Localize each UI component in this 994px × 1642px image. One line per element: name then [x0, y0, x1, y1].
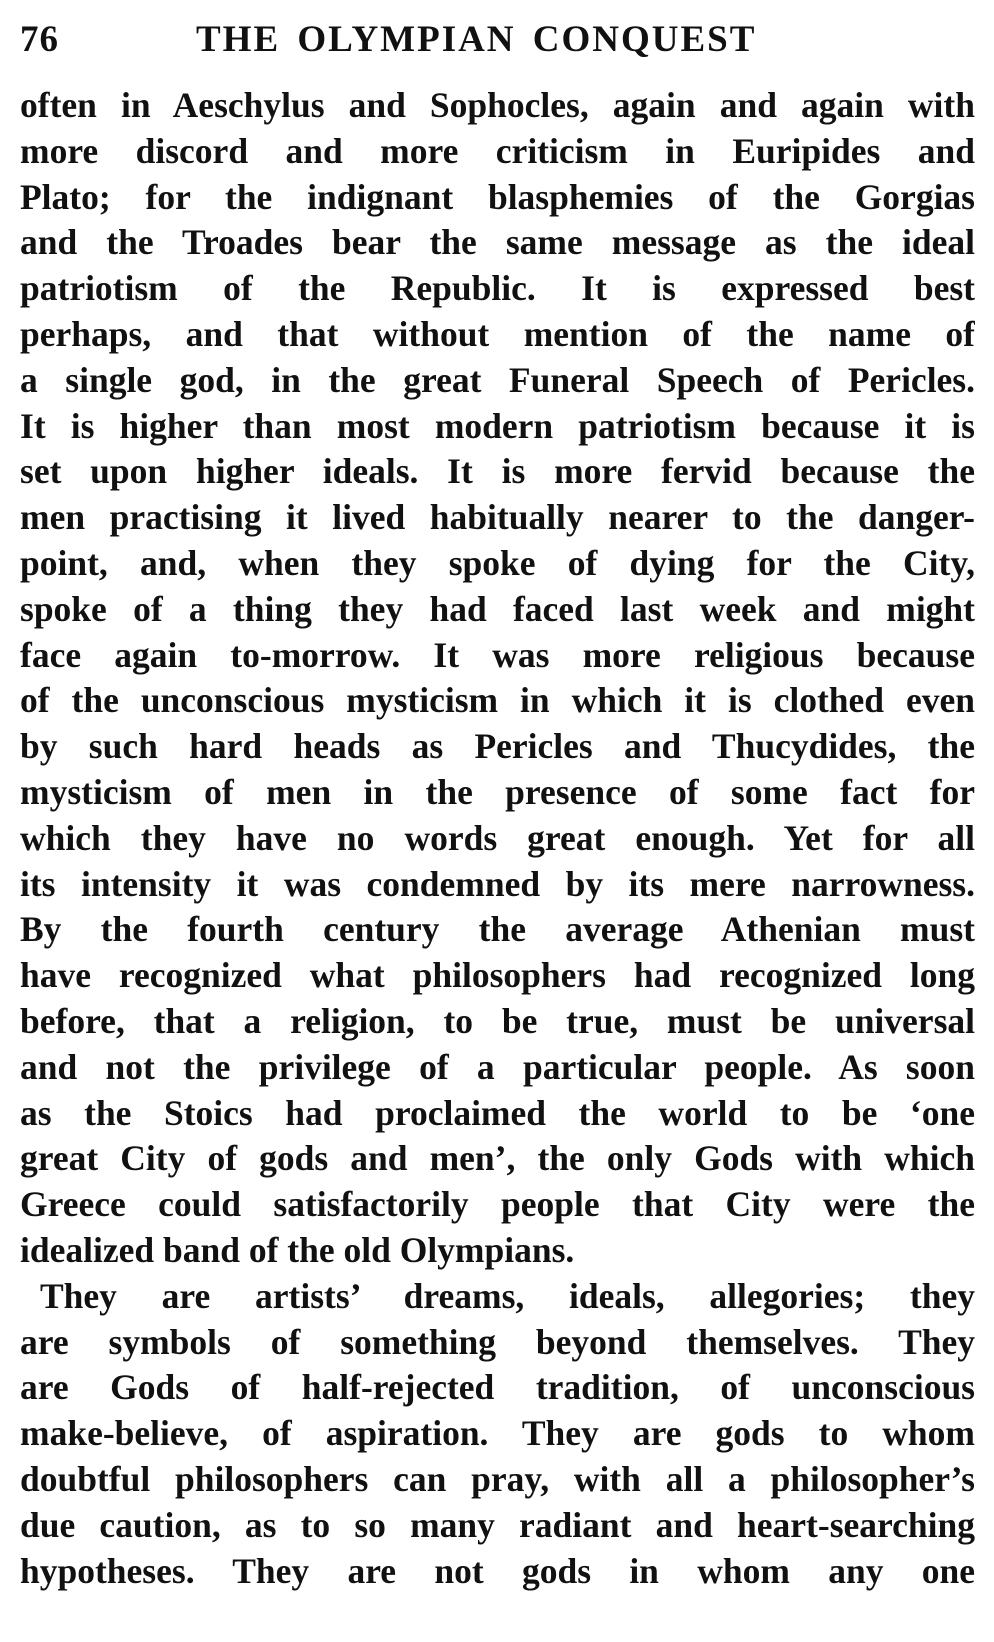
running-head: THE OLYMPIAN CONQUEST	[196, 19, 757, 60]
text-line: spoke of a thing they had faced last week and might	[20, 588, 975, 629]
text-line: men practising it lived habitually nearer to the danger-	[20, 497, 975, 538]
text-line: great City of gods and men’, the only Gods with which	[20, 1138, 975, 1179]
text-line: face again to-morrow. It was more religious because	[20, 634, 975, 675]
text-line: hypotheses. They are not gods in whom any one	[20, 1550, 975, 1591]
body-text	[20, 83, 975, 1594]
text-line: By the fourth century the average Athenian must	[20, 909, 975, 950]
text-line: of the unconscious mysticism in which it is clothed even	[20, 680, 975, 721]
text-line: set upon higher ideals. It is more fervid because the	[20, 451, 975, 492]
text-line: patriotism of the Republic. It is expressed best	[20, 268, 975, 309]
book-page	[20, 18, 975, 1594]
text-line: perhaps, and that without mention of the name of	[20, 313, 975, 354]
paragraph-first-line: They are artists’ dreams, ideals, allegories; they	[40, 1275, 975, 1316]
page-header	[20, 18, 975, 68]
text-line: and not the privilege of a particular people. As soon	[20, 1046, 975, 1087]
text-line: Greece could satisfactorily people that City were the	[20, 1184, 975, 1225]
text-line: are Gods of half-rejected tradition, of unconscious	[20, 1367, 975, 1408]
text-line: doubtful philosophers can pray, with all a philosopher’s	[20, 1458, 975, 1499]
text-line: its intensity it was condemned by its mere narrowness.	[20, 863, 975, 904]
text-line: make-believe, of aspiration. They are gods to whom	[20, 1413, 975, 1454]
text-line: point, and, when they spoke of dying for the City,	[20, 542, 975, 583]
text-line: have recognized what philosophers had recognized long	[20, 955, 975, 996]
page-number: 76	[20, 19, 59, 60]
text-line: Plato; for the indignant blasphemies of the Gorgias	[20, 176, 975, 217]
text-line: which they have no words great enough. Yet for all	[20, 817, 975, 858]
paragraph-last-line: idealized band of the old Olympians.	[20, 1229, 575, 1270]
text-line: and the Troades bear the same message as the ideal	[20, 222, 975, 263]
text-line: as the Stoics had proclaimed the world to be ‘one	[20, 1092, 975, 1133]
text-line: by such hard heads as Pericles and Thucydides, the	[20, 726, 975, 767]
text-line: often in Aeschylus and Sophocles, again and again with	[20, 85, 975, 125]
text-line: more discord and more criticism in Euripides and	[20, 130, 975, 171]
text-line: due caution, as to so many radiant and heart-searching	[20, 1504, 975, 1545]
text-line: are symbols of something beyond themselves. They	[20, 1321, 975, 1362]
text-line: mysticism of men in the presence of some fact for	[20, 771, 975, 812]
text-line: before, that a religion, to be true, must be universal	[20, 1000, 975, 1041]
text-line: It is higher than most modern patriotism because it is	[20, 405, 975, 446]
text-line: a single god, in the great Funeral Speech of Pericles.	[20, 359, 975, 400]
